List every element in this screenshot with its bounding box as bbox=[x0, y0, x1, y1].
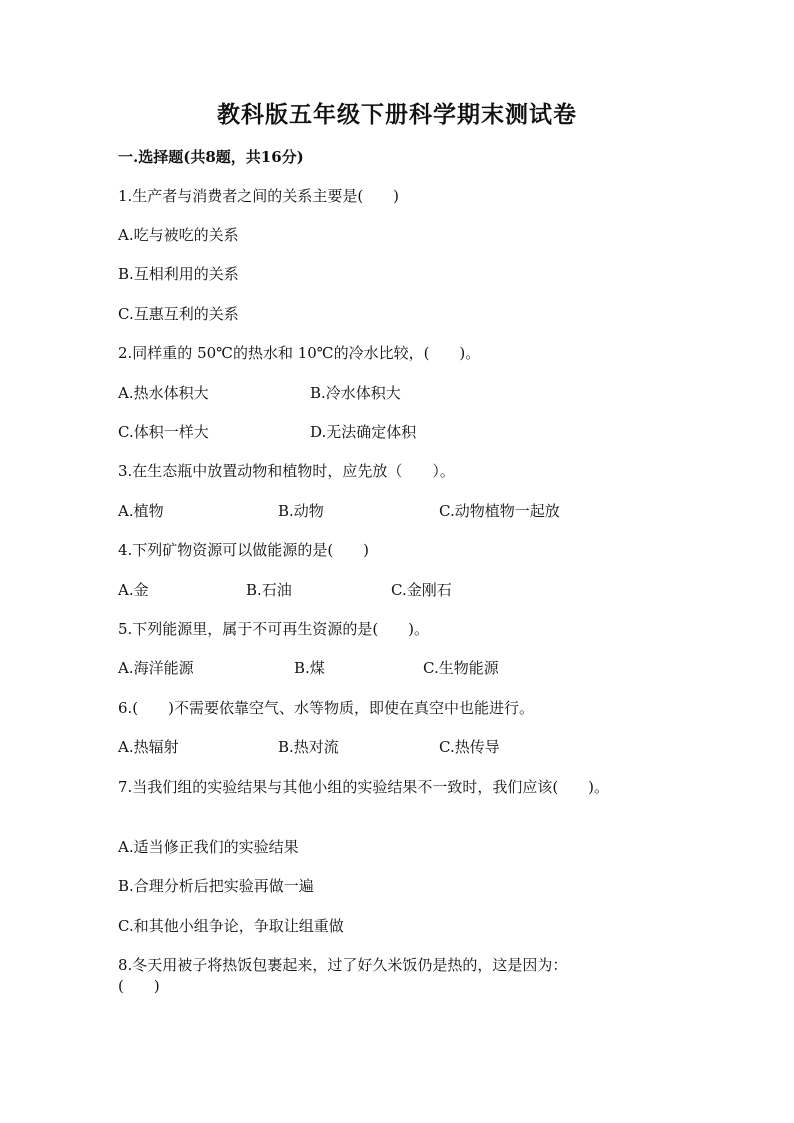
question-1-option-b: B.互相利用的关系 bbox=[118, 265, 239, 283]
question-7-option-b: B.合理分析后把实验再做一遍 bbox=[118, 877, 314, 895]
question-2-option-d: D.无法确定体积 bbox=[310, 423, 417, 441]
question-4-option-b: B.石油 bbox=[246, 581, 292, 599]
question-1-option-a: A.吃与被吃的关系 bbox=[118, 226, 239, 244]
question-7-option-c: C.和其他小组争论，争取让组重做 bbox=[118, 917, 344, 935]
question-5-option-a: A.海洋能源 bbox=[118, 659, 194, 677]
question-2-stem: 2.同样重的 50℃的热水和 10℃的冷水比较，( )。 bbox=[118, 344, 481, 362]
question-8-answer-blank: ( ) bbox=[118, 977, 160, 995]
question-7-stem: 7.当我们组的实验结果与其他小组的实验结果不一致时，我们应该( )。 bbox=[118, 778, 610, 796]
question-2-option-a: A.热水体积大 bbox=[118, 384, 209, 402]
question-5-option-c: C.生物能源 bbox=[423, 659, 499, 677]
question-3-option-b: B.动物 bbox=[278, 502, 324, 520]
question-5-stem: 5.下列能源里，属于不可再生资源的是( )。 bbox=[118, 620, 430, 638]
question-3-stem: 3.在生态瓶中放置动物和植物时，应先放（ ）。 bbox=[118, 462, 455, 480]
question-6-stem: 6.( )不需要依靠空气、水等物质，即使在真空中也能进行。 bbox=[118, 699, 535, 717]
question-5-option-b: B.煤 bbox=[294, 659, 325, 677]
section-heading: 一.选择题(共8题，共16分) bbox=[118, 148, 304, 166]
question-3-option-c: C.动物植物一起放 bbox=[439, 502, 560, 520]
question-1-stem: 1.生产者与消费者之间的关系主要是( ) bbox=[118, 187, 400, 205]
question-1-option-c: C.互惠互利的关系 bbox=[118, 305, 239, 323]
question-6-option-c: C.热传导 bbox=[439, 738, 500, 756]
question-2-option-c: C.体积一样大 bbox=[118, 423, 209, 441]
question-4-stem: 4.下列矿物资源可以做能源的是( ) bbox=[118, 541, 370, 559]
question-7-option-a: A.适当修正我们的实验结果 bbox=[118, 838, 299, 856]
question-6-option-a: A.热辐射 bbox=[118, 738, 179, 756]
question-6-option-b: B.热对流 bbox=[278, 738, 339, 756]
question-4-option-c: C.金刚石 bbox=[391, 581, 452, 599]
page-title: 教科版五年级下册科学期末测试卷 bbox=[217, 101, 577, 128]
question-3-option-a: A.植物 bbox=[118, 502, 164, 520]
question-4-option-a: A.金 bbox=[118, 581, 149, 599]
question-2-option-b: B.冷水体积大 bbox=[310, 384, 401, 402]
question-8-stem: 8.冬天用被子将热饭包裹起来，过了好久米饭仍是热的，这是因为： bbox=[118, 956, 568, 974]
